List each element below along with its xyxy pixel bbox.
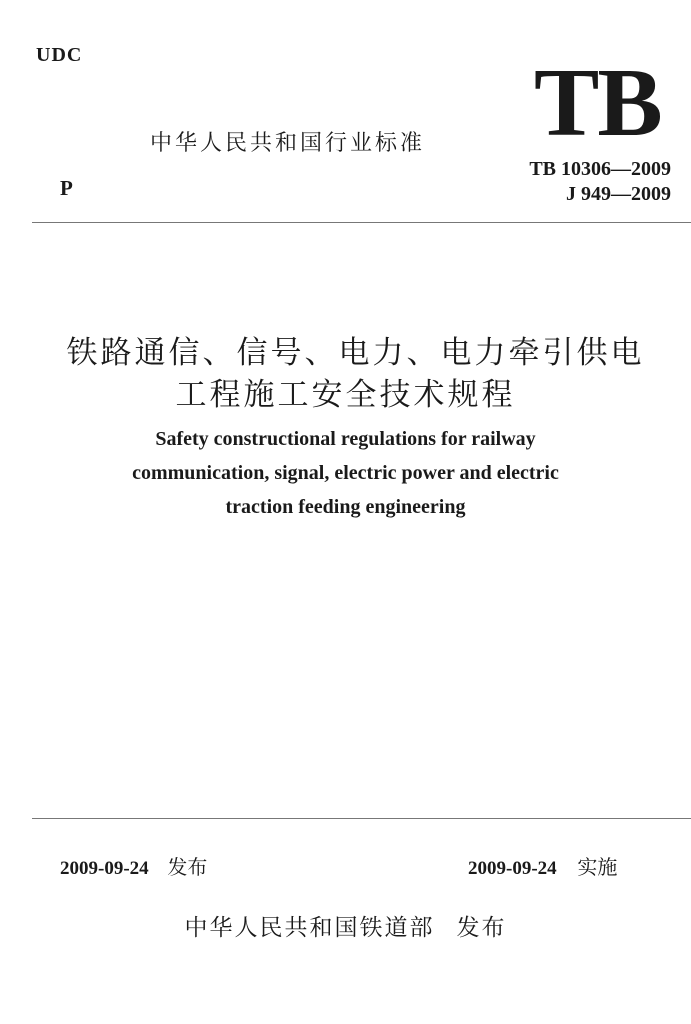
udc-label: UDC bbox=[36, 44, 83, 66]
bottom-divider bbox=[32, 818, 691, 819]
industry-standard-heading: 中华人民共和国行业标准 bbox=[150, 131, 426, 156]
effective-label: 实施 bbox=[577, 855, 618, 879]
publisher-name: 中华人民共和国铁道部 bbox=[184, 915, 435, 941]
top-divider bbox=[32, 222, 691, 223]
standard-numbers bbox=[529, 157, 671, 207]
issue-date: 2009-09-24 bbox=[60, 858, 149, 879]
issue-label: 发布 bbox=[167, 855, 208, 879]
title-en-line-1: Safety constructional regulations for railway bbox=[155, 428, 536, 450]
title-cn-line-1: 铁路通信、信号、电力、电力牵引供电 bbox=[66, 335, 645, 371]
effective-date-block bbox=[468, 851, 617, 880]
classification-code: P bbox=[60, 176, 73, 200]
title-en-line-3: traction feeding engineering bbox=[225, 496, 466, 518]
publisher-action: 发布 bbox=[456, 915, 507, 941]
tb-logo: TB bbox=[534, 49, 661, 157]
effective-date: 2009-09-24 bbox=[468, 858, 557, 879]
title-en-line-2: communication, signal, electric power and electric bbox=[132, 462, 559, 484]
title-en bbox=[0, 422, 691, 524]
publisher-line bbox=[0, 909, 691, 942]
issue-date-block bbox=[60, 851, 207, 880]
standard-number: TB 10306—2009 bbox=[529, 158, 671, 180]
title-cn-line-2: 工程施工安全技术规程 bbox=[175, 377, 516, 413]
record-number: J 949—2009 bbox=[566, 183, 671, 205]
